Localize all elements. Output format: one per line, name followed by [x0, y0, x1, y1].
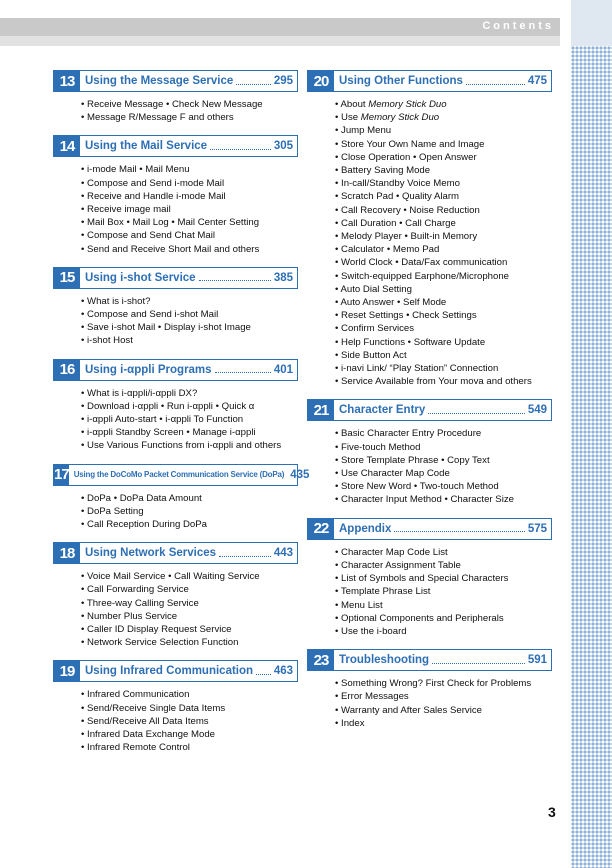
chapter-number: 19 [54, 661, 80, 681]
contents-column-left [53, 70, 310, 766]
toc-section-13 [53, 70, 298, 124]
contents-column-right [307, 70, 552, 741]
topic-item: • Receive Message • Check New Message [81, 99, 263, 110]
header-stripe [0, 36, 560, 46]
topic-item: • Store Template Phrase • Copy Text [335, 454, 490, 466]
topic-item: • What is i-αppli/i-αppli DX? [81, 387, 198, 399]
toc-section-18 [53, 542, 298, 649]
topic-item: • Compose and Send i-mode Mail [81, 177, 225, 189]
toc-section-heading[interactable] [307, 649, 552, 671]
topic-item: • Five-touch Method [335, 441, 421, 453]
dot-leader [236, 84, 271, 85]
chapter-title-row [80, 136, 297, 156]
topic-item: • Three-way Calling Service [81, 597, 199, 609]
topic-list [335, 546, 552, 638]
topic-item: • Mail Box • Mail Log • Mail Center Setting [81, 217, 260, 229]
topic-item: • i-αppli Standby Screen • Manage i-αppli [81, 427, 256, 439]
toc-section-heading[interactable] [53, 267, 298, 289]
page-header-title: Contents [482, 20, 554, 32]
chapter-page-number: 305 [273, 140, 293, 153]
dot-leader [256, 674, 271, 675]
chapter-number: 13 [54, 71, 80, 91]
topic-item: • Close Operation • Open Answer [335, 151, 477, 163]
topic-item: • Receive image mail [81, 204, 171, 216]
decorative-dot-pattern-top [571, 0, 612, 46]
toc-section-23 [307, 649, 552, 730]
toc-section-16 [53, 359, 298, 453]
chapter-page-number: 575 [527, 522, 547, 535]
topic-item: • Index [335, 717, 365, 729]
topic-item: • Optional Components and Peripherals [335, 612, 504, 624]
dot-leader [394, 531, 524, 532]
dot-leader [215, 372, 271, 373]
topic-list [81, 492, 298, 532]
topic-item: • Receive and Handle i-mode Mail [81, 190, 226, 202]
topic-item: • Use Character Map Code [335, 468, 450, 480]
chapter-title-row [334, 400, 551, 420]
toc-section-heading[interactable] [53, 542, 298, 564]
toc-section-heading[interactable] [53, 660, 298, 682]
topic-list [81, 570, 298, 649]
chapter-number: 18 [54, 543, 80, 563]
topic-item: • Menu List [335, 599, 383, 611]
topic-list [81, 98, 298, 124]
topic-item: • Melody Player • Built-in Memory [335, 231, 478, 243]
topic-item: • In-call/Standby Voice Memo [335, 178, 460, 190]
chapter-title-row [80, 268, 297, 288]
chapter-title-row [334, 519, 551, 539]
topic-item: • Error Messages [335, 691, 409, 703]
chapter-title-row [334, 71, 551, 91]
chapter-number: 23 [308, 650, 334, 670]
topic-item: • Confirm Services [335, 323, 415, 335]
topic-item: • Download i-αppli • Run i-αppli • Quick α [81, 400, 255, 412]
toc-section-heading[interactable] [53, 464, 310, 486]
chapter-number: 16 [54, 360, 80, 380]
chapter-title: Troubleshooting [339, 654, 430, 667]
topic-item: • Character Input Method • Character Size [335, 494, 514, 506]
topic-item: • About Memory Stick Duo [335, 99, 447, 110]
chapter-page-number: 549 [527, 404, 547, 417]
topic-item: • Template Phrase List [335, 586, 431, 598]
chapter-page-number: 385 [273, 271, 293, 284]
chapter-number: 14 [54, 136, 80, 156]
topic-item: • Voice Mail Service • Call Waiting Service [81, 571, 260, 583]
toc-section-heading[interactable] [307, 518, 552, 540]
topic-item: • Store Your Own Name and Image [335, 138, 485, 150]
toc-section-20 [307, 70, 552, 388]
topic-item: • Calculator • Memo Pad [335, 244, 440, 256]
toc-section-21 [307, 399, 552, 506]
topic-list [81, 163, 298, 255]
topic-item: • Compose and Send Chat Mail [81, 230, 216, 242]
topic-item: • Service Available from Your mova and others [335, 376, 532, 388]
topic-item: • Infrared Remote Control [81, 742, 190, 754]
dot-leader [466, 84, 525, 85]
chapter-title-row [80, 661, 297, 681]
topic-item: • i-shot Host [81, 335, 133, 347]
topic-item: • Character Assignment Table [335, 559, 461, 571]
topic-item: • Auto Dial Setting [335, 283, 412, 295]
topic-item: • List of Symbols and Special Characters [335, 573, 509, 585]
topic-item: • Message R/Message F and others [81, 112, 234, 124]
chapter-page-number: 443 [273, 547, 293, 560]
topic-item: • Call Forwarding Service [81, 584, 189, 596]
toc-section-15 [53, 267, 298, 348]
topic-item: • Save i-shot Mail • Display i-shot Image [81, 322, 251, 334]
page-number: 3 [548, 804, 556, 820]
topic-item: • Warranty and After Sales Service [335, 704, 482, 716]
chapter-title-row [80, 71, 297, 91]
topic-item: • Basic Character Entry Procedure [335, 428, 482, 440]
topic-list [335, 98, 552, 388]
toc-section-17 [53, 464, 310, 532]
topic-item: • DoPa • DoPa Data Amount [81, 492, 202, 504]
chapter-number: 21 [308, 400, 334, 420]
dot-leader [210, 149, 271, 150]
chapter-page-number: 475 [527, 75, 547, 87]
chapter-title-row [80, 543, 297, 563]
toc-section-heading[interactable] [53, 359, 298, 381]
topic-item: • Switch-equipped Earphone/Microphone [335, 270, 510, 282]
decorative-dot-pattern [571, 46, 612, 868]
chapter-title: Using Infrared Communication [85, 665, 254, 678]
toc-section-heading[interactable] [53, 70, 298, 92]
topic-item: • Compose and Send i-shot Mail [81, 309, 219, 321]
topic-list [335, 677, 552, 730]
topic-item: • Use Various Functions from i-αppli and others [81, 440, 282, 452]
topic-list [81, 295, 298, 348]
topic-item: • Caller ID Display Request Service [81, 624, 232, 636]
topic-item: • Infrared Communication [81, 689, 190, 701]
chapter-title: Using Network Services [85, 547, 217, 560]
topic-item: • Reset Settings • Check Settings [335, 310, 477, 322]
topic-item: • Battery Saving Mode [335, 165, 431, 177]
toc-section-19 [53, 660, 298, 754]
chapter-title: Character Entry [339, 404, 426, 417]
dot-leader [428, 413, 525, 414]
dot-leader [199, 280, 271, 281]
topic-item: • i-αppli Auto-start • i-αppli To Function [81, 414, 244, 426]
chapter-page-number: 295 [273, 75, 293, 87]
topic-item: • Scratch Pad • Quality Alarm [335, 191, 460, 203]
topic-list [81, 688, 298, 754]
topic-item: • i-navi Link/ “Play Station” Connection [335, 363, 499, 375]
chapter-title: Appendix [339, 522, 392, 535]
topic-item: • Network Service Selection Function [81, 637, 239, 649]
topic-item: • Side Button Act [335, 349, 407, 361]
toc-section-heading[interactable] [307, 399, 552, 421]
topic-item: • Number Plus Service [81, 610, 178, 622]
topic-item: • Call Duration • Call Charge [335, 217, 456, 229]
chapter-number: 20 [308, 71, 334, 91]
chapter-number: 22 [308, 519, 334, 539]
topic-item: • Character Map Code List [335, 546, 448, 558]
topic-item: • Call Recovery • Noise Reduction [335, 204, 480, 216]
dot-leader [219, 556, 271, 557]
topic-list [81, 387, 298, 453]
chapter-title: Using the Mail Service [85, 140, 208, 153]
topic-item: • Something Wrong? First Check for Problems [335, 678, 532, 690]
topic-item: • i-mode Mail • Mail Menu [81, 164, 190, 176]
topic-item: • DoPa Setting [81, 505, 144, 517]
chapter-number: 17 [54, 466, 69, 484]
chapter-page-number: 401 [273, 363, 293, 376]
chapter-number: 15 [54, 268, 80, 288]
topic-item: • Infrared Data Exchange Mode [81, 729, 216, 741]
topic-item: • Call Reception During DoPa [81, 519, 208, 531]
topic-item: • Auto Answer • Self Mode [335, 297, 447, 309]
chapter-title: Using the Message Service [85, 75, 234, 87]
topic-item: • Send/Receive Single Data Items [81, 702, 226, 714]
topic-item: • What is i-shot? [81, 295, 151, 307]
topic-item: • Jump Menu [335, 125, 392, 137]
topic-item: • Use Memory Stick Duo [335, 112, 440, 124]
toc-section-heading[interactable] [307, 70, 552, 92]
chapter-title: Using the DoCoMo Packet Communication Service (DoPa) [73, 470, 285, 480]
chapter-page-number: 463 [273, 665, 293, 678]
topic-item: • Store New Word • Two-touch Method [335, 481, 499, 493]
dot-leader [432, 663, 525, 664]
chapter-page-number: 591 [527, 654, 547, 667]
toc-section-22 [307, 518, 552, 638]
chapter-title: Using i-αppli Programs [85, 363, 212, 376]
chapter-title: Using Other Functions [339, 75, 463, 87]
chapter-title-row [80, 360, 297, 380]
header-bar [0, 18, 560, 36]
chapter-title-row [69, 465, 314, 485]
topic-item: • Send/Receive All Data Items [81, 715, 209, 727]
product-name: Memory Stick Duo [360, 112, 440, 124]
topic-item: • World Clock • Data/Fax communication [335, 257, 508, 269]
topic-list [335, 427, 552, 506]
product-name: Memory Stick Duo [368, 99, 447, 110]
chapter-title: Using i-shot Service [85, 271, 196, 284]
toc-section-heading[interactable] [53, 135, 298, 157]
topic-item: • Send and Receive Short Mail and others [81, 243, 260, 255]
chapter-title-row [334, 650, 551, 670]
chapter-page-number: 435 [290, 468, 310, 481]
topic-item: • Use the i-board [335, 625, 407, 637]
topic-item: • Help Functions • Software Update [335, 336, 486, 348]
toc-section-14 [53, 135, 298, 255]
